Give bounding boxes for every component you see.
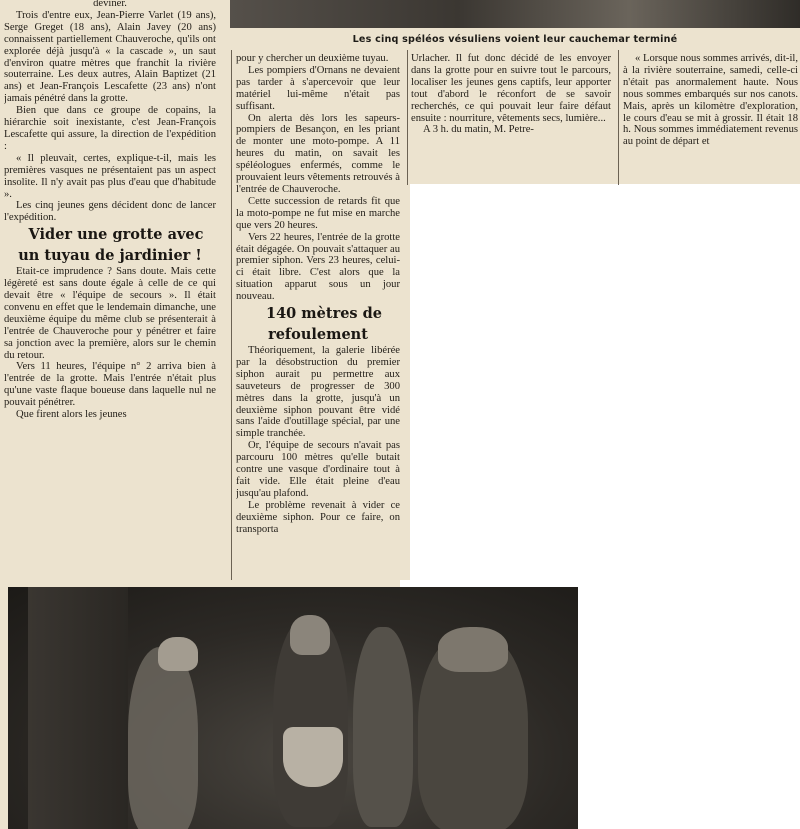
paragraph: On alerta dès lors les sapeurs-pompiers de Besançon, en les priant de monter une moto-pompe. A 11 heures du matin, on savait les spéléologues enfermés, comme le prouvaient leurs vêtements retrouvés à l'entrée de Chauveroche. [236, 112, 400, 195]
paragraph: Cette succession de retards fit que la moto-pompe ne fut mise en marche que vers 20 heures. [236, 195, 400, 231]
paragraph: « Il pleuvait, certes, explique-t-il, mais les premières vasques ne présentaient pas un aspect insolite. Il n'y avait pas plus d'eau que d'habitude ». [4, 152, 216, 200]
paragraph: Trois d'entre eux, Jean-Pierre Varlet (19 ans), Serge Greget (18 ans), Alain Javey (20 ans) connaissent partiellement Chauveroche, qu'ils ont explorée déjà jusqu'à « la cascade », un saut d'environ quatre mètres que franchit la rivière souterraine. Les deux autres, Alain Baptizet (21 ans) et Jean-François Lescafette (23 ans) n'ont jamais pénétré dans la grotte. [4, 9, 216, 105]
column-rule [618, 50, 619, 185]
column-fragment: deviner. [93, 0, 127, 9]
person-silhouette [290, 615, 330, 655]
paragraph: « Lorsque nous sommes arrivés, dit-il, à la rivière souterraine, samedi, celle-ci n'était pas anormalement haute. Nous nous sommes embarqués sur nos canots. Mais, après un kilomètre d'exploration, le cours d'eau se mit à grossir. Il était 18 h. Nous sommes immédiatement revenus au point de départ et [623, 53, 798, 148]
paragraph: Urlacher. Il fut donc décidé de les envoyer dans la grotte pour en suivre tout le parcours, localiser les jeunes gens captifs, leur apporter tout d'abord le réconfort de se savoir recherchés, ce qui pouvait leur faire défaut ensuite : nourriture, vêtements secs, lumière... [411, 53, 611, 124]
column-rule [407, 50, 408, 185]
rescue-team-photo [8, 587, 578, 829]
person-silhouette [28, 587, 128, 829]
person-silhouette [128, 647, 198, 829]
person-silhouette [158, 637, 198, 671]
paragraph: Que firent alors les jeunes [16, 409, 127, 421]
paragraph: Vers 11 heures, l'équipe n° 2 arriva bien à l'entrée de la grotte. Mais l'entrée n'était plus qu'une vaste flaque boueuse dans laquelle nul ne pouvait pénétrer. [4, 361, 216, 409]
article-column-1 [4, 0, 216, 580]
paragraph: Or, l'équipe de secours n'avait pas parcouru 100 mètres qu'elle butait contre une vasque d'ordinaire tout à fait vide. Elle était pleine d'eau jusqu'au plafond. [236, 440, 400, 499]
person-silhouette [438, 627, 508, 672]
bucket [283, 727, 343, 787]
paragraph: Vers 22 heures, l'entrée de la grotte était dégagée. On pouvait s'attaquer au premier siphon. Vers 23 heures, celui-ci était libre. C'est alors que la situation apparut sous un jour nouveau. [236, 231, 400, 303]
article-column-4 [623, 53, 798, 181]
paragraph: Les cinq jeunes gens décident donc de lancer l'expédition. [4, 200, 216, 224]
paragraph: Les pompiers d'Ornans ne devaient pas tarder à s'apercevoir que leur matériel lui-même n'était pas suffisant. [236, 64, 400, 112]
clipping-middle-paper [400, 184, 410, 580]
top-photo-strip [230, 0, 800, 28]
paragraph: Etait-ce imprudence ? Sans doute. Mais cette légèreté est sans doute égale à celle de ce qui devait être « l'équipe de secours ». Il était convenu en effet que le lendemain dimanche, une deuxième équipe du même club se présenterait à l'entrée de Chauveroche pour y pénétrer et faire sa jonction avec la première, alors sur le chemin du retour. [4, 266, 216, 361]
photo-caption: Les cinq spéléos vésuliens voient leur cauchemar terminé [352, 34, 678, 45]
article-column-3 [411, 53, 611, 181]
paragraph: pour y chercher un deuxième tuyau. [236, 53, 389, 64]
section-heading: 140 mètres de refoulement [265, 305, 383, 344]
paragraph: Théoriquement, la galerie libérée par la désobstruction du premier siphon aurait pu permettre aux sauveteurs de progresser de 300 mètres dans la grotte, jusqu'à un deuxième siphon pouvant être vidé sans l'aide d'outillage spécial, par une simple tranchée. [236, 345, 400, 440]
column-rule [231, 50, 232, 580]
article-column-2 [236, 53, 400, 580]
paragraph: Le problème revenait à vider ce deuxième siphon. Pour ce faire, on transporta [236, 499, 400, 535]
paragraph: A 3 h. du matin, M. Petre- [423, 124, 534, 136]
paragraph: Bien que dans ce groupe de copains, la hiérarchie soit inexistante, c'est Jean-François Lescafette qui assure, la direction de l'expédition : [4, 105, 216, 152]
section-heading: Vider une grotte avec un tuyau de jardinier ! [18, 226, 204, 265]
person-silhouette [353, 627, 413, 827]
